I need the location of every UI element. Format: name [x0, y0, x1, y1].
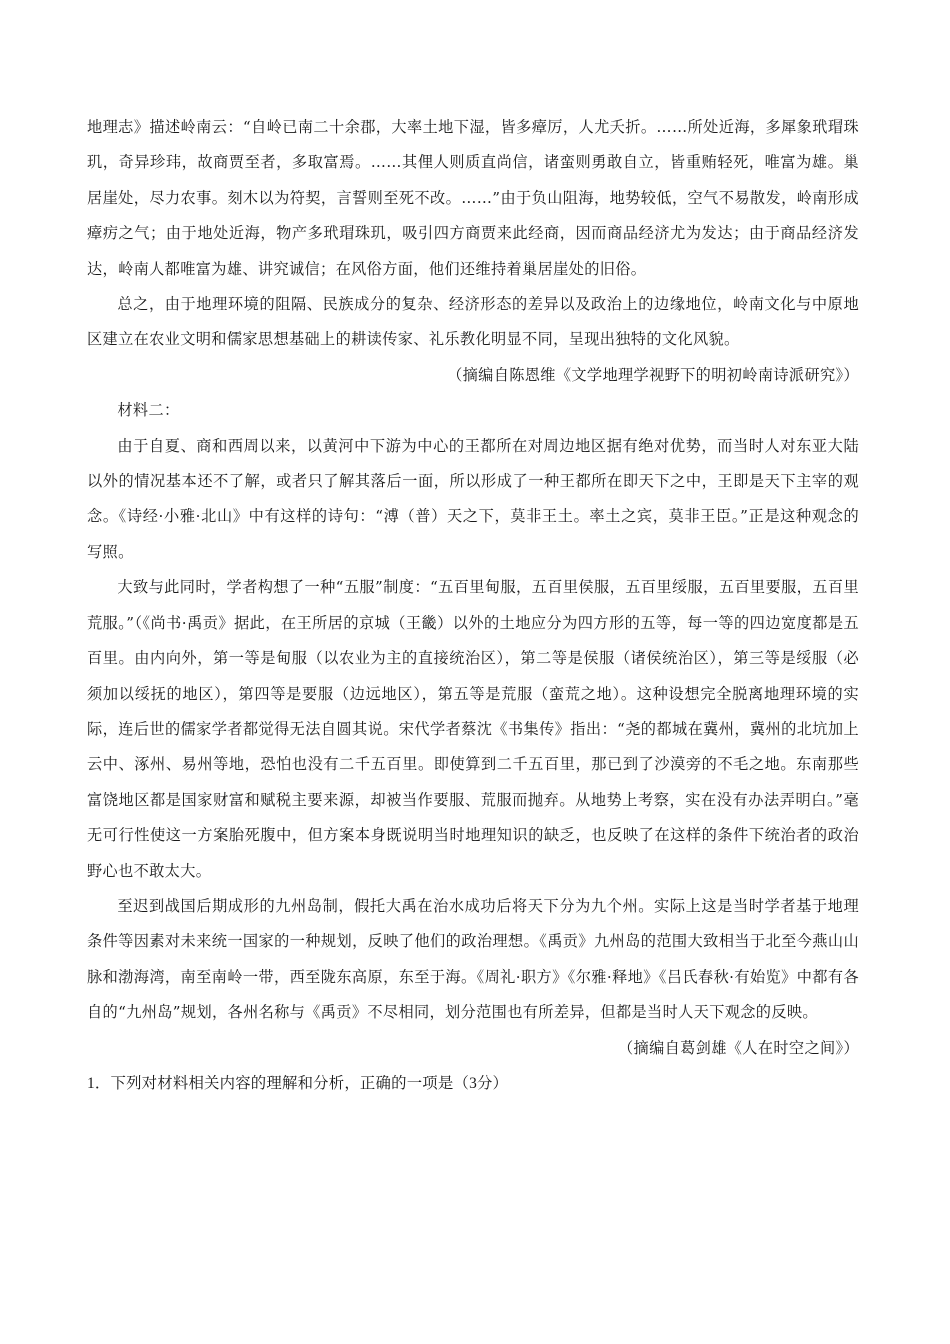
paragraph-tianxia-concept: 由于自夏、商和西周以来，以黄河中下游为中心的王都所在对周边地区据有绝对优势，而当时人对东亚大陆以外的情况基本还不了解，或者只了解其落后一面，所以形成了一种王都所在即天下之中，王即是天下主宰的观念。《诗经·小雅·北山》中有这样的诗句：“溥（普）天之下，莫非王土。率土之宾，莫非王臣。”正是这种观念的写照。 — [87, 436, 859, 561]
source-citation-2: （摘编自葛剑雄《人在时空之间》） — [618, 1038, 859, 1057]
paragraph-summary: 总之，由于地理环境的阻隔、民族成分的复杂、经济形态的差异以及政治上的边缘地位，岭南文化与中原地区建立在农业文明和儒家思想基础上的耕读传家、礼乐教化明显不同，呈现出独特的文化风貌。 — [87, 295, 859, 349]
paragraph-wufu-system: 大致与此同时，学者构想了一种“五服”制度：“五百里甸服，五百里侯服，五百里绥服，五百里要服，五百里荒服。”（《尚书·禹贡》据此，在王所居的京城（王畿）以外的土地应分为四方形的五等，每一等的四边宽度都是五百里。由内向外，第一等是甸服（以农业为主的直接统治区），第二等是侯服（诸侯统治区），第三等是绥服（必须加以绥抚的地区），第四等是要服（边远地区），第五等是荒服（蛮荒之地）。这种设想完全脱离地理环境的实际，连后世的儒家学者都觉得无法自圆其说。宋代学者蔡沈《书集传》指出：“尧的都城在冀州，冀州的北坑加上云中、涿州、易州等地，恐怕也没有二千五百里。即使算到二千五百里，那已到了沙漠旁的不毛之地。东南那些富饶地区都是国家财富和赋税主要来源，却被当作要服、荒服而抛弃。从地势上考察，实在没有办法弄明白。”毫无可行性使这一方案胎死腹中，但方案本身既说明当时地理知识的缺乏，也反映了在这样的条件下统治者的政治野心也不敢太大。 — [87, 578, 859, 880]
paragraph-jiuzhou-system: 至迟到战国后期成形的九州岛制，假托大禹在治水成功后将天下分为九个州。实际上这是当时学者基于地理条件等因素对未来统一国家的一种规划，反映了他们的政治理想。《禹贡》九州岛的范围大致相当于北至今燕山山脉和渤海湾，南至南岭一带，西至陇东高原，东至于海。《周礼·职方》《尔雅·释地》《吕氏春秋·有始览》中都有各自的“九州岛”规划，各州名称与《禹贡》不尽相同，划分范围也有所差异，但都是当时人天下观念的反映。 — [87, 896, 859, 1022]
paragraph-lingnan-description: 地理志》描述岭南云：“自岭已南二十余郡，大率土地下湿，皆多瘴厉，人尤夭折。……所处近海，多犀象玳瑁珠玑，奇异珍玮，故商贾至者，多取富焉。……其俚人则质直尚信，诸蛮则勇敢自立，皆重贿轻死，唯富为雄。巢居崖处，尽力农事。刻木以为符契，言誓则至死不改。……”由于负山阻海，地势较低，空气不易散发，岭南形成瘴疠之气；由于地处近海，物产多玳瑁珠玑，吸引四方商贾来此经商，因而商品经济尤为发达；由于商品经济发达，岭南人都唯富为雄、讲究诚信；在风俗方面，他们还维持着巢居崖处的旧俗。 — [87, 118, 859, 278]
question-1: 1．下列对材料相关内容的理解和分析，正确的一项是（3分） — [87, 1074, 509, 1092]
material-two-label: 材料二： — [117, 401, 180, 420]
document-page — [87, 110, 859, 1101]
source-citation-1: （摘编自陈恩维《文学地理学视野下的明初岭南诗派研究》） — [447, 365, 859, 384]
